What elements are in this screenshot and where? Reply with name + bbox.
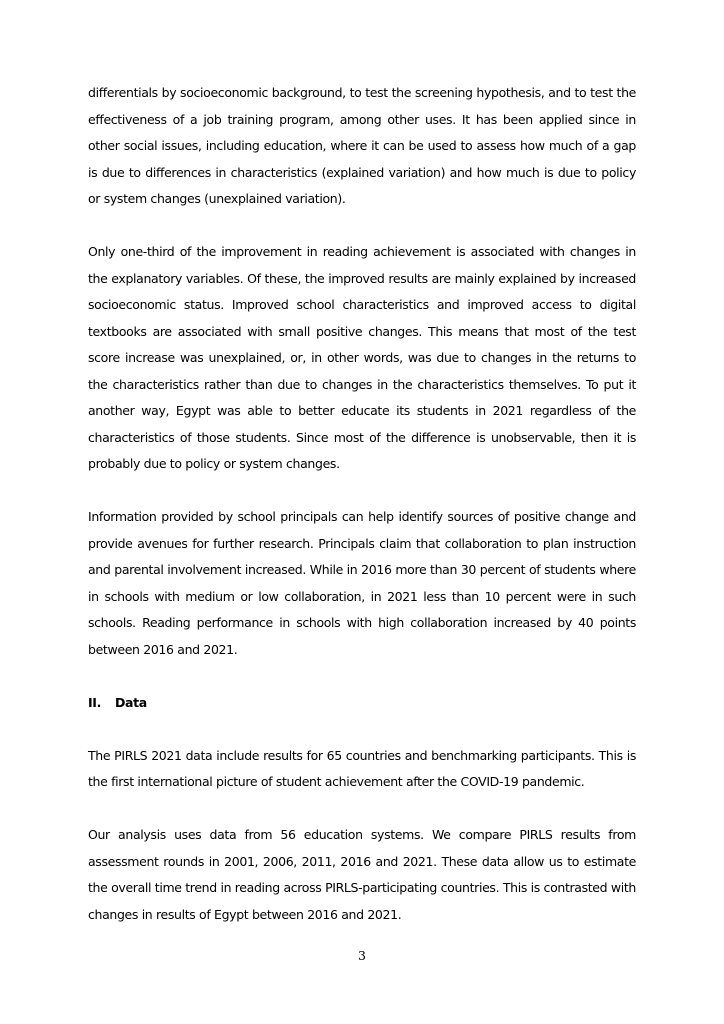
- section-number: II.: [88, 694, 102, 710]
- section-heading: [88, 690, 636, 717]
- paragraph-decomposition-method: differentials by socioeconomic background, to test the screening hypothesis, and to test the effectiveness of a job training program, among other uses. It has been applied since in other social issues, including education, where it can be used to assess how much of a gap is due to differences in characteristics (explained variation) and how much is due to policy or system changes (unexplained variation).: [88, 85, 636, 206]
- section-title: Data: [115, 694, 147, 710]
- paragraph-analysis-systems: Our analysis uses data from 56 education systems. We compare PIRLS results from assessment rounds in 2001, 2006, 2011, 2016 and 2021. These data allow us to estimate the overall time trend in reading across PIRLS-participating countries. This is contrasted with changes in results of Egypt between 2016 and 2021.: [88, 827, 636, 922]
- document-page: [88, 80, 636, 955]
- paragraph-school-principals: Information provided by school principals can help identify sources of positive change and provide avenues for further research. Principals claim that collaboration to plan instruction and parental involvement increased. While in 2016 more than 30 percent of students where in schools with medium or low collaboration, in 2021 less than 10 percent were in such schools. Reading performance in schools with high collaboration increased by 40 points between 2016 and 2021.: [88, 509, 636, 657]
- paragraph-improvement-explained: Only one-third of the improvement in reading achievement is associated with changes in the explanatory variables. Of these, the improved results are mainly explained by increased socioeconomic status. Improved school characteristics and improved access to digital textbooks are associated with small positive changes. This means that most of the test score increase was unexplained, or, in other words, was due to changes in the returns to the characteristics rather than due to changes in the characteristics themselves. To put it another way, Egypt was able to better educate its students in 2021 regardless of the characteristics of those students. Since most of the difference is unobservable, then it is probably due to policy or system changes.: [88, 244, 636, 471]
- page-number: 3: [358, 948, 366, 963]
- paragraph-pirls-data: The PIRLS 2021 data include results for 65 countries and benchmarking participants. This is the first international picture of student achievement after the COVID-19 pandemic.: [88, 747, 636, 789]
